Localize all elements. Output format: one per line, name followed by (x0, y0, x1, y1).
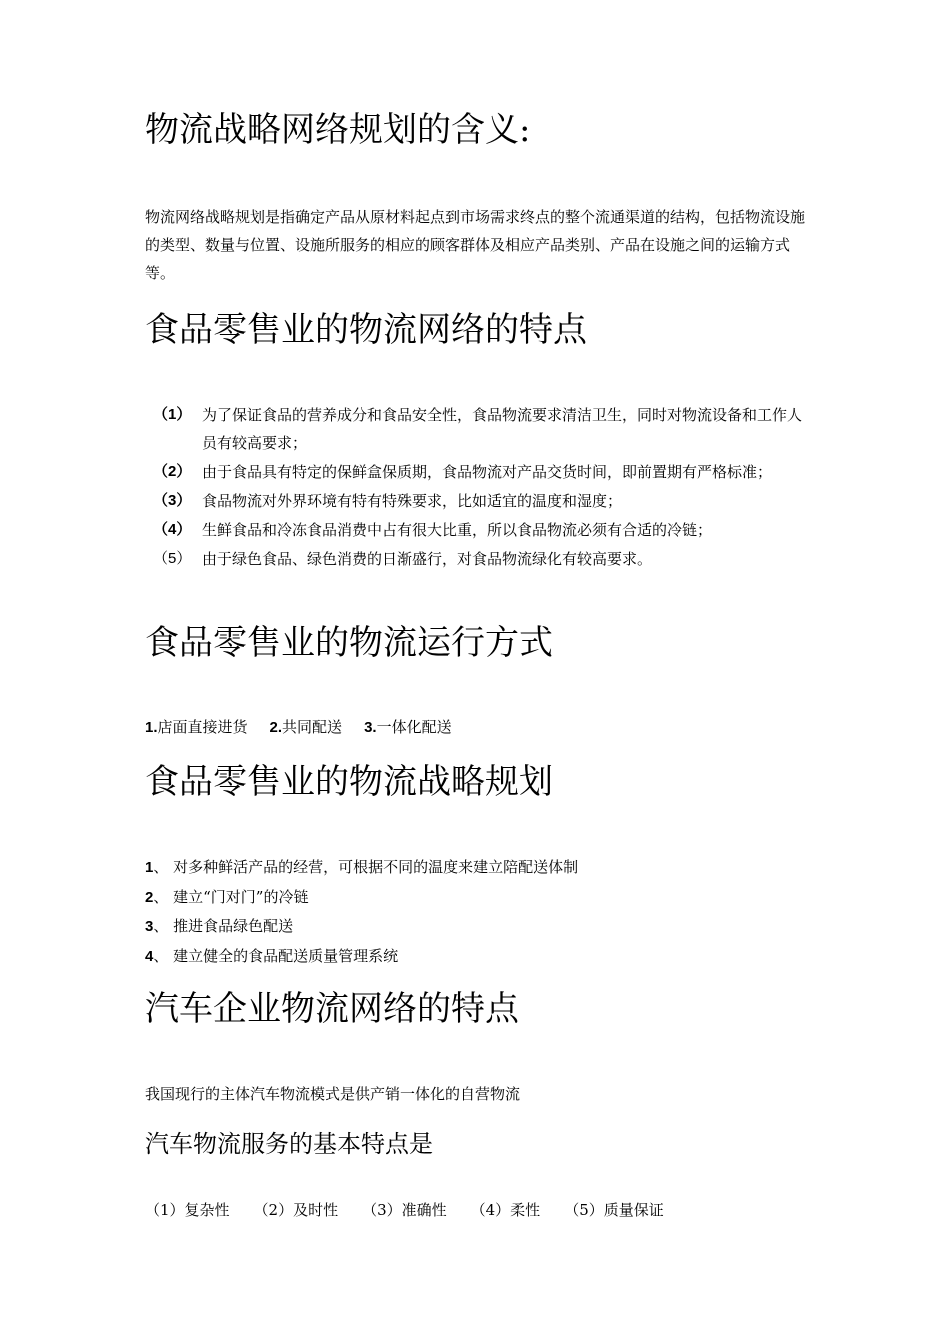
list-item-text: 由于绿色食品、绿色消费的日渐盛行，对食品物流绿化有较高要求。 (202, 550, 653, 568)
heading-food-retail-strategy-planning: 食品零售业的物流战略规划 (145, 762, 553, 802)
list-item: 1、 对多种鲜活产品的经营，可根据不同的温度来建立陪配送体制 (145, 858, 579, 876)
list-item-number: （3） (153, 492, 192, 509)
list-item-text: 为了保证食品的营养成分和食品安全性，食品物流要求清洁卫生，同时对物流设备和工作人员有较高要求； (202, 406, 803, 452)
operation-mode: 3.一体化配送 (364, 718, 452, 736)
list-item (145, 458, 810, 486)
list-item-number: （2） (153, 463, 192, 480)
list-item (145, 401, 810, 457)
trait-item: （1）复杂性 (145, 1201, 230, 1219)
list-item (145, 487, 810, 515)
paragraph-planning-definition: 物流网络战略规划是指确定产品从原材料起点到市场需求终点的整个流通渠道的结构，包括物流设施的类型、数量与位置、设施所服务的相应的顾客群体及相应产品类别、产品在设施之间的运输方式等。 (145, 208, 806, 282)
list-item-text: 由于食品具有特定的保鲜盒保质期，食品物流对产品交货时间，即前置期有严格标准； (202, 463, 773, 481)
list-item (145, 545, 810, 573)
list-item: 2、 建立“门对门”的冷链 (145, 887, 309, 906)
list-item-number: （4） (153, 521, 192, 538)
subheading-automotive-service-features: 汽车物流服务的基本特点是 (145, 1130, 433, 1158)
automotive-traits-line (145, 1198, 664, 1222)
list-item-number: （1） (153, 406, 192, 423)
heading-food-retail-operation-modes: 食品零售业的物流运行方式 (145, 623, 553, 663)
operation-modes-line (145, 715, 452, 740)
food-retail-features-list (145, 401, 810, 574)
trait-item: （2）及时性 (253, 1201, 339, 1219)
heading-automotive-network-features: 汽车企业物流网络的特点 (145, 989, 519, 1029)
list-item-number: （5） (153, 550, 192, 567)
strategy-planning-list (145, 853, 578, 972)
list-item: 3、 推进食品绿色配送 (145, 917, 294, 936)
trait-item: （3）准确性 (362, 1201, 447, 1219)
list-item-text: 生鲜食品和冷冻食品消费中占有很大比重，所以食品物流必须有合适的冷链； (202, 521, 713, 539)
heading-food-retail-network-features: 食品零售业的物流网络的特点 (145, 310, 587, 350)
list-item (145, 516, 810, 544)
heading-logistics-network-planning: 物流战略网络规划的含义: (145, 110, 531, 150)
list-item-text: 食品物流对外界环境有特有特殊要求，比如适宜的温度和湿度； (202, 492, 623, 510)
trait-item: （4）柔性 (470, 1201, 541, 1219)
operation-mode: 2.共同配送 (269, 718, 343, 736)
operation-mode: 1.店面直接进货 (145, 718, 248, 736)
paragraph-automotive-logistics-model: 我国现行的主体汽车物流模式是供产销一体化的自营物流 (145, 1085, 521, 1103)
list-item: 4、 建立健全的食品配送质量管理系统 (145, 947, 399, 966)
trait-item: （5）质量保证 (564, 1201, 664, 1219)
